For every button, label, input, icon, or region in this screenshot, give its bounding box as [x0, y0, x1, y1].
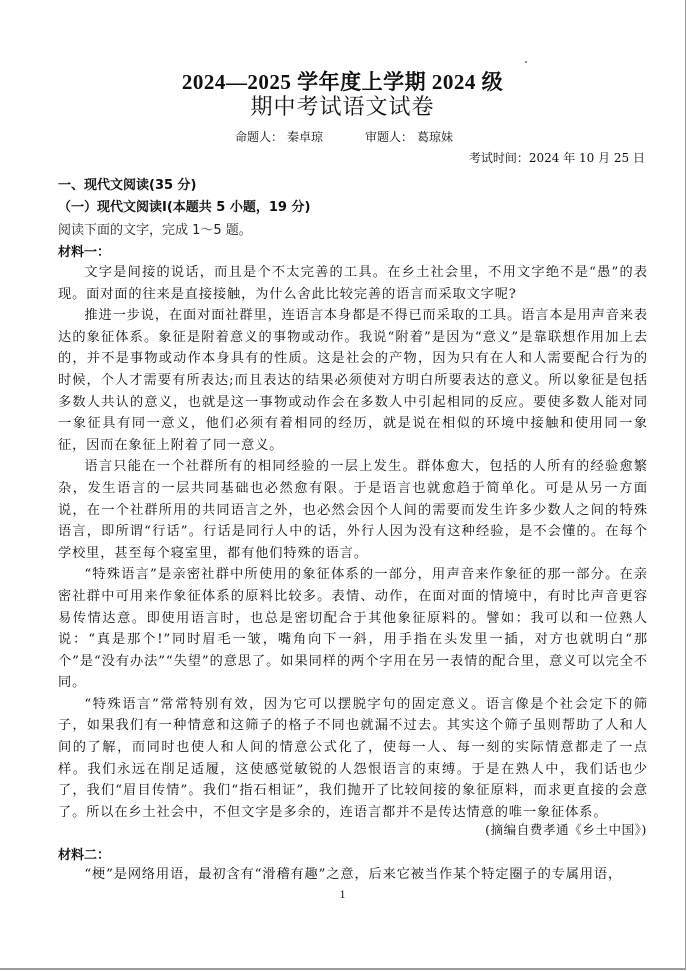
exam-title-line2: 期中考试语文试卷 — [250, 95, 435, 120]
reading-instruction: 阅读下面的文字，完成 1～5 题。 — [58, 223, 252, 238]
setter-label: 命题人： — [235, 130, 284, 144]
reviewer-name: 葛琼妹 — [417, 130, 454, 144]
material2-body — [58, 864, 648, 886]
paragraph: 推进一步说，在面对面社群里，连语言本身都是不得已而采取的工具。语言本是用声音来表达的象征体系。象征是附着意义的事物或动作。我说“附着”是因为“意义”是靠联想作用加上去的，并不是事物或动作本身具有的性质。这是社会的产物，因为只有在人和人需要配合行为的时候，个人才需要有所表达;而且表达的结果必须使对方明白所要表达的意义。所以象征是包括多数人共认的意义，也就是这一事物或动作会在多数人中引起相同的反应。要使多数人能对同一象征具有同一意义，他们必须有着相同的经历，就是说在相似的环境中接触和使用同一象征，因而在象征上附着了同一意义。 — [58, 308, 648, 453]
reviewer-label: 审题人： — [365, 130, 414, 144]
paragraph: 文字是间接的说话，而且是个不太完善的工具。在乡土社会里，不用文字绝不是“愚”的表现。面对面的往来是直接接触，为什么舍此比较完善的语言而采取文字呢? — [58, 265, 648, 302]
page-number: 1 — [339, 887, 346, 901]
setters-line — [235, 128, 457, 145]
material1-body — [58, 262, 648, 823]
exam-time: 考试时间：2024 年 10 月 25 日 — [468, 151, 645, 165]
paragraph: “梗”是网络用语，最初含有“滑稽有趣”之意，后来它被当作某个特定圈子的专属用语， — [84, 867, 623, 882]
exam-title-line1: 2024—2025 学年度上学期 2024 级 — [181, 70, 504, 94]
section-heading: 一、现代文阅读(35 分) — [58, 178, 197, 193]
paragraph: “特殊语言”常常特别有效，因为它可以摆脱字句的固定意义。语言像是个社会定下的筛子，如果我们有一种情意和这筛子的格子不同也就漏不过去。其实这个筛子虽则帮助了人和人间的了解，而同时也使人和人间的情意公式化了，使每一人、每一刻的实际情意都走了一点样。我们永远在削足适履，这使感觉敏锐的人怨恨语言的束缚。于是在熟人中，我们话也少了，我们“眉目传情”。我们“指石相证”，我们抛开了比较间接的象征原料，而求更直接的会意了。所以在乡土社会中，不但文字是多余的，连语言都并不是传达情意的唯一象征体系。 — [58, 696, 648, 820]
material1-label: 材料一： — [58, 245, 111, 260]
paragraph: “特殊语言”是亲密社群中所使用的象征体系的一部分，用声音来作象征的那一部分。在亲密社群中可用来作象征体系的原料比较多。表情、动作，在面对面的情境中，有时比声音更容易传情达意。即使用语言时，也总是密切配合于其他象征原料的。譬如：我可以和一位熟人说：“真是那个!”同时眉毛一皱，嘴角向下一斜，用手指在头发里一插，对方也就明白“那个”是“没有办法”“失望”的意思了。如果同样的两个字用在另一表情的配合里，意义可以完全不同。 — [58, 567, 648, 691]
material2-label: 材料二： — [58, 848, 111, 863]
setter-name: 秦卓琼 — [287, 130, 324, 144]
scan-speck — [525, 61, 527, 63]
material1-source: (摘编自费孝通《乡土中国》) — [485, 822, 647, 837]
paragraph: 语言只能在一个社群所有的相同经验的一层上发生。群体愈大，包括的人所有的经验愈繁杂，发生语言的一层共同基础也必然愈有限。于是语言也就愈趋于简单化。可是从另一方面说，在一个社群所用的共同语言之外，也必然会因个人间的需要而发生许多少数人之间的特殊语言，即所谓“行话”。行话是同行人中的话，外行人因为没有这种经验，是不会懂的。在每个学校里，甚至每个寝室里，都有他们特殊的语言。 — [58, 459, 648, 561]
section-subheading: （一）现代文阅读Ⅰ(本题共 5 小题，19 分) — [58, 200, 311, 215]
